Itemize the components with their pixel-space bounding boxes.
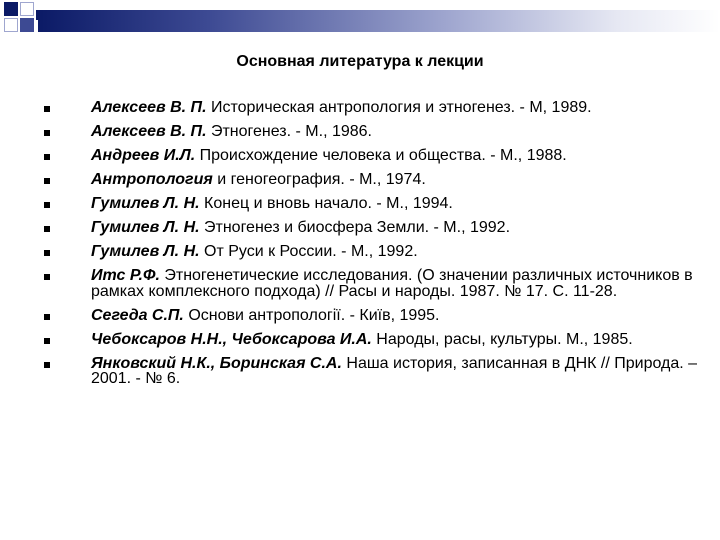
reference-item [44,220,704,236]
reference-text: Основи антропології. - Київ, 1995. [183,306,440,324]
decorative-square [4,2,18,16]
reference-text: От Руси к России. - М., 1992. [199,242,418,260]
decorative-square [20,18,34,32]
square-bullet-icon [44,178,50,184]
square-bullet-icon [44,154,50,160]
reference-author: Чебоксаров Н.Н., Чебоксарова И.А. [91,330,372,348]
reference-item [44,244,704,260]
reference-author: Андреев И.Л. [91,146,196,164]
reference-text: Этногенетические исследования. (О значении различных источников в рамках комплексного подхода) // Расы и народы. 1987. № 17. С. 11-28. [91,266,693,300]
header-banner [0,0,720,40]
square-bullet-icon [44,106,50,112]
square-bullet-icon [44,274,50,280]
reference-item [44,124,704,140]
reference-text: Народы, расы, культуры. М., 1985. [371,330,633,348]
reference-author: Сегеда С.П. [91,306,184,324]
reference-item [44,172,704,188]
reference-item [44,332,704,348]
reference-author: Гумилев Л. Н. [91,218,200,236]
reference-author: Гумилев Л. Н. [91,242,200,260]
reference-item [44,308,704,324]
square-bullet-icon [44,226,50,232]
reference-item [44,100,704,116]
reference-list [44,100,704,395]
reference-author: Янковский Н.К., Боринская С.А. [91,354,342,372]
reference-item [44,148,704,164]
reference-author: Итс Р.Ф. [91,266,160,284]
decorative-square [20,2,34,16]
reference-author: Гумилев Л. Н. [91,194,200,212]
reference-text: Этногенез. - М., 1986. [206,122,372,140]
square-bullet-icon [44,314,50,320]
reference-author: Антропология [91,170,213,188]
square-bullet-icon [44,362,50,368]
reference-item [44,356,704,388]
reference-text: и геногеография. - М., 1974. [212,170,426,188]
reference-item [44,196,704,212]
reference-author: Алексеев В. П. [91,99,207,116]
reference-text: Этногенез и биосфера Земли. - М., 1992. [199,218,511,236]
decorative-square [4,18,18,32]
square-bullet-icon [44,202,50,208]
reference-text: Наша история, записанная в ДНК // Природа. – 2001. - № 6. [91,354,698,388]
square-bullet-icon [44,130,50,136]
slide-title: Основная литература к лекции [236,53,484,70]
reference-text: Конец и вновь начало. - М., 1994. [199,194,453,212]
gradient-bar [38,10,720,32]
reference-text: Историческая антропология и этногенез. - М, 1989. [206,99,592,116]
reference-author: Алексеев В. П. [91,122,207,140]
square-bullet-icon [44,338,50,344]
square-bullet-icon [44,250,50,256]
reference-item [44,268,704,300]
reference-text: Происхождение человека и общества. - М., 1988. [195,146,567,164]
